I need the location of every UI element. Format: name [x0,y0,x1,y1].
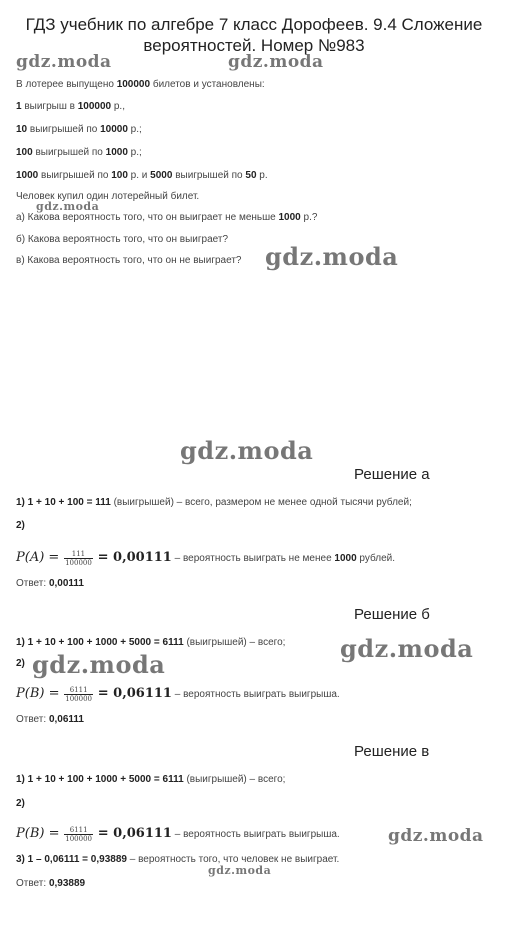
solution-c-heading: Решение в [354,743,430,760]
solution-a-step-1: 1) 1 + 10 + 100 = 111 (выигрышей) – всего, размером не менее одной тысячи рублей; [16,497,412,508]
prize-line-1: 1 выигрыш в 100000 р., [16,101,125,112]
question-c: в) Какова вероятность того, что он не выиграет? [16,255,242,266]
watermark: gdz.moda [16,52,112,72]
solution-a-answer: Ответ: 0,00111 [16,578,84,589]
solution-c-step-1: 1) 1 + 10 + 100 + 1000 + 5000 = 6111 (выигрышей) – всего; [16,774,286,785]
solution-c-answer: Ответ: 0,93889 [16,878,86,889]
prize-line-2: 10 выигрышей по 10000 р.; [16,124,142,135]
watermark: gdz.moda [228,52,324,72]
solution-a-heading: Решение а [354,466,430,483]
watermark: gdz.moda [180,436,314,465]
solution-b-formula: P(B) = $\frac{6111}{100000}$ = 0,06111 – вероятность выиграть выигрыша. [16,685,340,703]
solution-a-formula: P(A) = $\frac{111}{100000}$ = 0,00111 – вероятность выиграть не менее 1000 рублей. [16,549,396,567]
solution-c-step-3: 3) 1 – 0,06111 = 0,93889 – вероятность того, что человек не выиграет. [16,854,340,865]
solution-c-step-2: 2) [16,798,25,809]
fraction: $\frac{111}{100000}$ [65,549,92,567]
page-title-line-2: вероятностей. Номер №983 [143,36,365,55]
solution-b-step-2: 2) [16,658,25,669]
solution-a-step-2: 2) [16,520,25,531]
question-a: а) Какова вероятность того, что он выиграет не меньше 1000 р.? [16,212,318,223]
fraction: $\frac{6111}{100000}$ [65,685,92,703]
watermark: gdz.moda [265,242,399,271]
question-b: б) Какова вероятность того, что он выиграет? [16,234,229,245]
solution-c-formula: P(B) = $\frac{6111}{100000}$ = 0,06111 – вероятность выиграть выигрыша. [16,825,340,843]
fraction: $\frac{6111}{100000}$ [65,825,92,843]
prize-line-3: 100 выигрышей по 1000 р.; [16,147,142,158]
watermark: gdz.moda [340,634,474,663]
watermark: gdz.moda [32,650,166,679]
watermark: gdz.moda [36,200,100,213]
page-title-line-1: ГДЗ учебник по алгебре 7 класс Дорофеев. 9.4 Сложение [25,15,483,34]
watermark: gdz.moda [388,826,484,846]
solution-b-step-1: 1) 1 + 10 + 100 + 1000 + 5000 = 6111 (выигрышей) – всего; [16,637,286,648]
problem-bought: Человек купил один лотерейный билет. [16,191,200,202]
problem-intro: В лотерее выпущено 100000 билетов и установлены: [16,79,265,90]
watermark: gdz.moda [208,864,272,877]
prize-line-4: 1000 выигрышей по 100 р. и 5000 выигрышей по 50 р. [16,170,268,181]
solution-b-heading: Решение б [354,606,430,623]
solution-b-answer: Ответ: 0,06111 [16,714,84,725]
